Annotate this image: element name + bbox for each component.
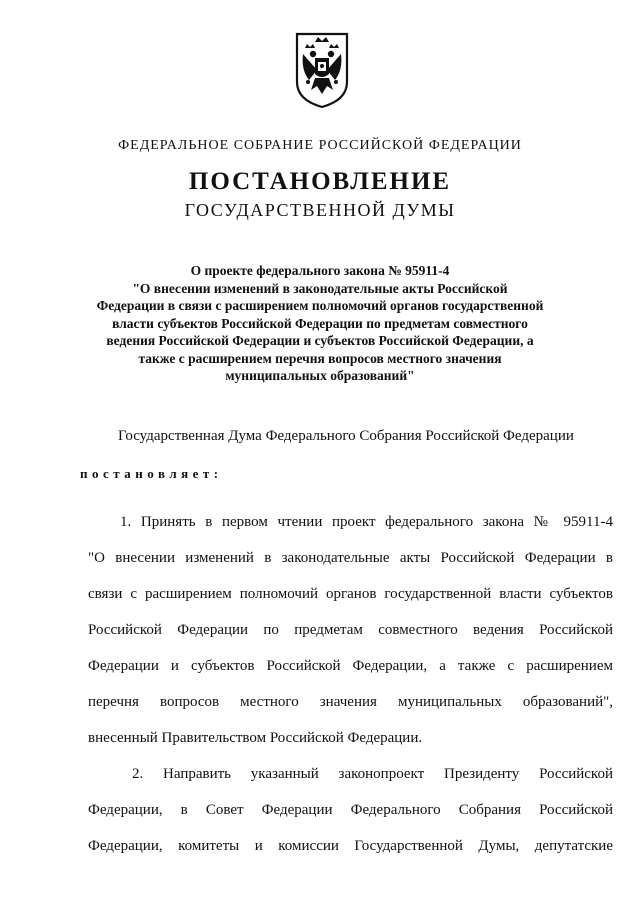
paragraph-2-line: Федерации, комитеты и комиссии Государственной Думы, депутатские: [88, 838, 613, 854]
document-type-title: ПОСТАНОВЛЕНИЕ: [188, 168, 452, 195]
subject-line: также с расширением перечня вопросов местного значения: [138, 350, 502, 366]
preamble-text: Государственная Дума Федерального Собрания Российской Федерации: [118, 428, 574, 444]
paragraph-1-line: Российской Федерации по предметам совместного ведения Российской: [88, 622, 613, 638]
subject-line: ведения Российской Федерации и субъектов Российской Федерации, а: [106, 333, 534, 348]
organization-heading: ФЕДЕРАЛЬНОЕ СОБРАНИЕ РОССИЙСКОЙ ФЕДЕРАЦИИ: [118, 138, 522, 153]
subject-line: муниципальных образований": [225, 368, 415, 383]
subject-line: Федерации в связи с расширением полномочий органов государственной: [96, 298, 544, 313]
issuing-body-title: ГОСУДАРСТВЕННОЙ ДУМЫ: [184, 200, 456, 220]
resolves-word: постановляет:: [80, 466, 223, 481]
paragraph-1-line: внесенный Правительством Российской Федерации.: [88, 730, 423, 746]
paragraph-1-line: "О внесении изменений в законодательные акты Российской Федерации в: [88, 550, 613, 566]
paragraph-1-line: 1. Принять в первом чтении проект федерального закона № 95911-4: [120, 514, 613, 530]
subject-line: О проекте федерального закона № 95911-4: [190, 263, 450, 278]
subject-line: власти субъектов Российской Федерации по предметам совместного: [112, 315, 528, 331]
russian-coat-of-arms-icon: [291, 30, 353, 110]
paragraph-2-line: 2. Направить указанный законопроект Президенту Российской: [132, 766, 613, 782]
paragraph-2-line: Федерации, в Совет Федерации Федерального Собрания Российской: [88, 802, 613, 818]
paragraph-1-line: Федерации и субъектов Российской Федерации, а также с расширением: [88, 658, 613, 674]
subject-line: "О внесении изменений в законодательные акты Российской: [132, 280, 508, 296]
document-subject: [60, 262, 580, 385]
paragraph-1-line: связи с расширением полномочий органов государственной власти субъектов: [88, 586, 613, 602]
paragraph-1-line: перечня вопросов местного значения муниципальных образований",: [88, 694, 613, 710]
